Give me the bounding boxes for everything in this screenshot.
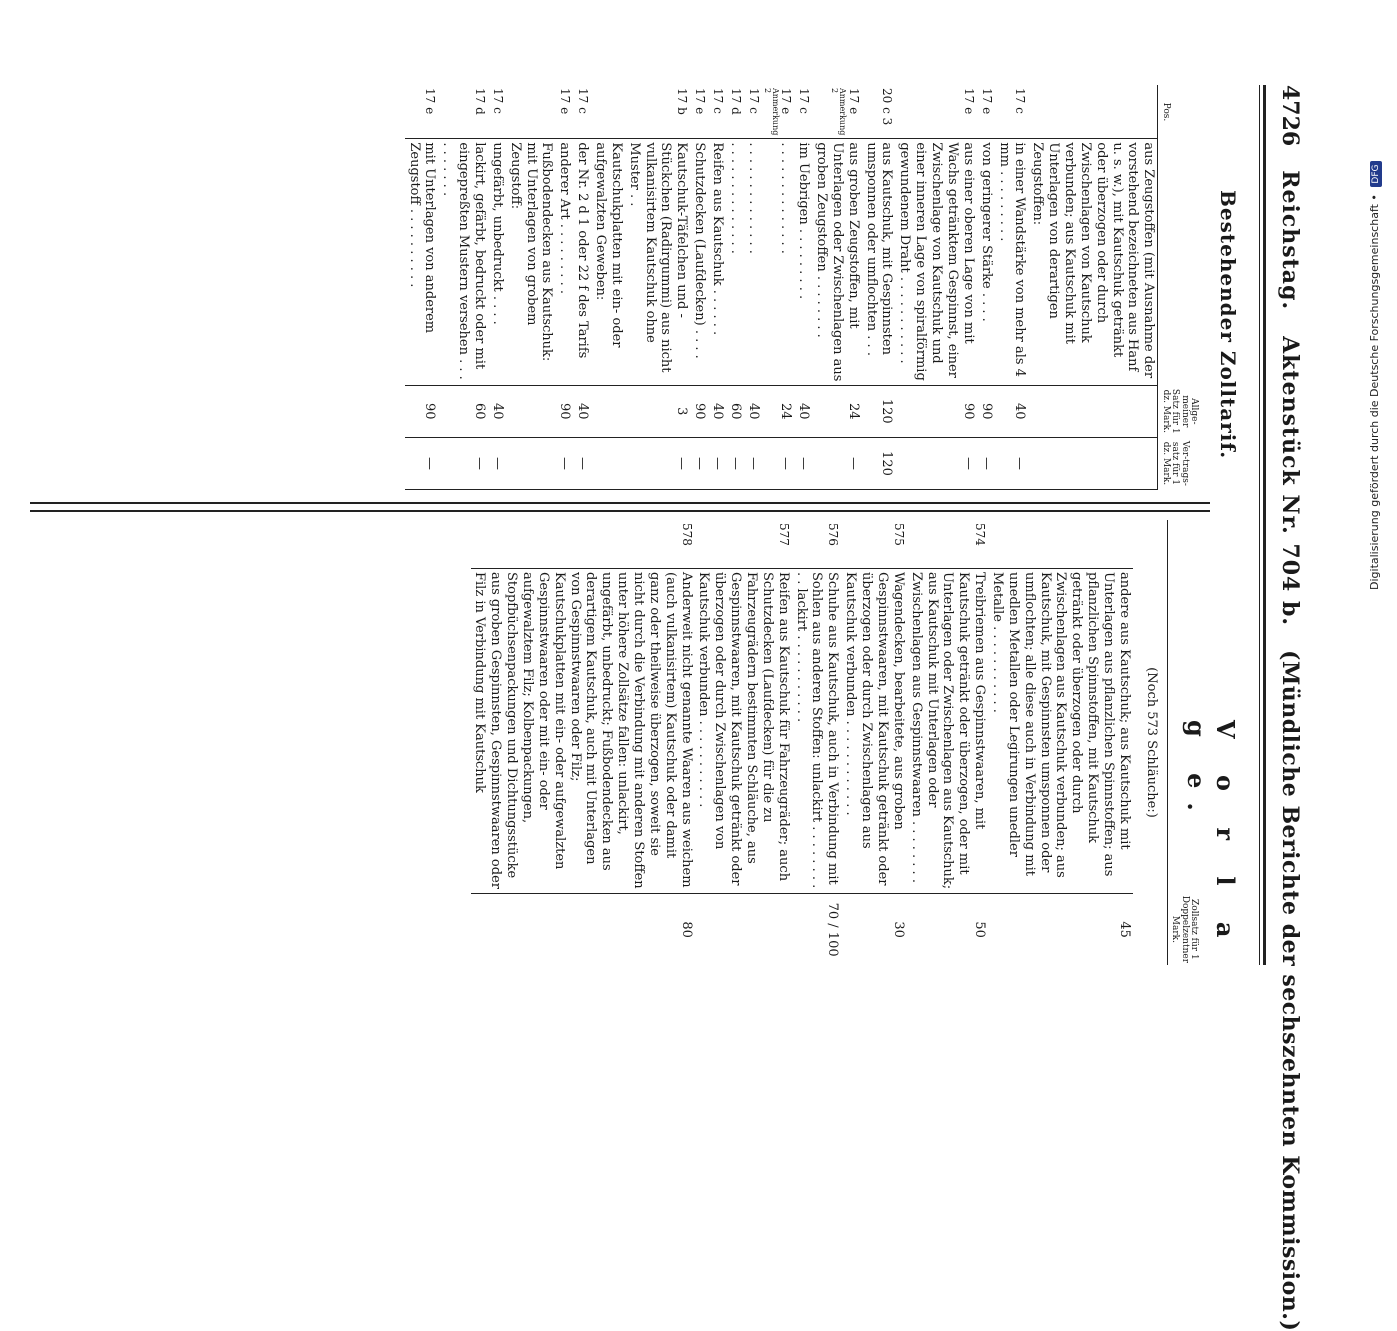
treaty-rate: — (405, 437, 439, 489)
header-rule (1263, 85, 1266, 965)
proposal-rate: 30 (890, 921, 906, 938)
proposal-row (907, 520, 988, 965)
tariff-position (690, 85, 708, 139)
proposal-description: andere aus Kautschuk; aus Kautschuk mit Unterlagen aus pflanzlichen Spinnstoffen; aus pflanzlichen Spinnstoffen, mit Kautschuk getränkt oder überzogen oder durch Zwischenlagen aus Kautschuk verbunden; aus Kautschuk, mit Gespinnsten umsponnen oder umflochten; alle diese auch in Verbindung mit unedlen Metallen oder Legirungen unedler Metalle . . . . . . . . . . . (988, 569, 1133, 894)
treaty-rate (506, 437, 556, 489)
position-number: 17 c (797, 88, 812, 114)
treaty-rate: — (812, 437, 862, 489)
general-rate: 40 (794, 385, 812, 437)
general-rate: 24 (762, 385, 795, 437)
continuation-note: (Noch 573 Schläuche:) (1143, 667, 1159, 818)
general-rate: 40 (573, 385, 591, 437)
existing-tariff-table (405, 85, 1200, 490)
tariff-row (1028, 85, 1157, 490)
tariff-row (862, 85, 896, 490)
proposal-row (988, 520, 1133, 965)
tariff-description: mit Unterlagen von anderem Zeugstoff . . . . . . . . . . (405, 139, 439, 385)
proposal-number: 576 (826, 523, 841, 546)
proposal-number (988, 520, 1133, 569)
position-number: 17 e (979, 88, 994, 115)
general-rate: 60 (726, 385, 744, 437)
tariff-row (506, 85, 556, 490)
proposal-number: 575 (891, 523, 906, 546)
tariff-description: Schutzdecken (Laufdecken) . . . . (690, 139, 708, 385)
col-text-header-right (1167, 569, 1200, 894)
tariff-row (762, 85, 795, 490)
tariff-description: aus groben Zeugstoffen, mit Unterlagen oder Zwischenlagen aus groben Zeugstoffen . . . . . . . . (812, 139, 862, 385)
tariff-row (977, 85, 995, 490)
col-general-header: Allge-meiner Satz für 1 dz. Mark. (1158, 385, 1200, 437)
tariff-row (488, 85, 506, 490)
treaty-rate: — (573, 437, 591, 489)
tariff-position (726, 85, 744, 139)
tariff-row (812, 85, 862, 490)
treaty-rate: — (690, 437, 708, 489)
position-number: 17 e (779, 88, 794, 115)
general-rate: 40 (744, 385, 762, 437)
tariff-description: ungefärbt, unbedruckt . . . . (488, 139, 506, 385)
tariff-description: anderer Art . . . . . . . . . (555, 139, 573, 385)
proposal-rate: 50 (972, 921, 988, 938)
proposal-rate (695, 894, 792, 965)
general-rate (1028, 385, 1157, 437)
proposal-row (471, 520, 695, 965)
document-page (30, 0, 1330, 1331)
general-rate: 3 (625, 385, 690, 437)
tariff-row (591, 85, 625, 490)
header-rule-thin (1259, 85, 1260, 965)
tariff-row (794, 85, 812, 490)
position-number: 17 d (728, 88, 743, 115)
proposal-rate: 45 (1116, 921, 1132, 938)
proposal-rate: 70 / 100 (825, 902, 841, 957)
general-rate: 90 (555, 385, 573, 437)
tariff-position (744, 85, 762, 139)
dfg-logo-icon: DFG (1370, 161, 1382, 186)
tariff-description: aus Zeugstoffen (mit Ausnahme der vorstehend bezeichneten aus Hanf u. s. w.), mit Kautschuk getränkt oder überzogen oder durch Zwischenlagen von Kautschuk verbunden; aus Kautschuk mit Unterlagen von derartigen Zeugstoffen: (1028, 139, 1157, 385)
proposal-description: Reifen aus Kautschuk für Fahrzeugräder; auch Schutzdecken (Laufdecken) für die zu Fahrzeugrädern bestimmten Schläuche, aus Gespinnstwaaren, mit Kautschuk getränkt oder überzogen oder durch Zwischenlagen von Kautschuk verbunden . . . . . . . . . . . (695, 569, 792, 894)
col-text-header (1158, 139, 1200, 385)
tariff-row (726, 85, 744, 490)
proposal-rate: 80 (678, 921, 694, 938)
col-nr-header (1167, 520, 1200, 569)
tariff-position (555, 85, 573, 139)
general-rate: 60 (438, 385, 488, 437)
tariff-position (625, 85, 690, 139)
position-number: 17 e (423, 88, 438, 115)
position-number: 17 b (675, 88, 690, 115)
treaty-rate: — (438, 437, 488, 489)
position-number: 17 e (846, 88, 861, 115)
tariff-row (744, 85, 762, 490)
right-column-title: V o r l a g e. (1182, 720, 1240, 952)
general-rate: 40 (488, 385, 506, 437)
treaty-rate: — (555, 437, 573, 489)
tariff-description: Reifen aus Kautschuk . . . . . . (708, 139, 726, 385)
tariff-position (438, 85, 488, 139)
position-annotation: Anmerkung 2 (762, 88, 780, 136)
general-rate (506, 385, 556, 437)
tariff-position (1028, 85, 1157, 139)
position-number: 17 c (576, 88, 591, 114)
position-number: 17 e (693, 88, 708, 115)
treaty-rate: 120 (862, 437, 896, 489)
proposal-description: Treibriemen aus Gespinnstwaaren, mit Kautschuk getränkt oder überzogen, oder mit Unterlagen oder Zwischenlagen aus Kautschuk; aus Kautschuk mit Unterlagen oder Zwischenlagen aus Gespinnstwaaren . . . . . . . . (907, 569, 988, 894)
treaty-rate: — (488, 437, 506, 489)
treaty-rate: — (977, 437, 995, 489)
position-number: 17 c (490, 88, 505, 114)
tariff-description: von geringerer Stärke . . . . (977, 139, 995, 385)
credit-text: Digitalisierung gefördert durch die Deutsche Forschungsgemeinschaft • (1368, 194, 1381, 590)
tariff-description: aus Kautschuk, mit Gespinnsten umsponnen oder umflochten . . . (862, 139, 896, 385)
col-zoll-header: Zollsatz für 1 Doppelzentner Mark. (1167, 894, 1200, 965)
proposal-row (792, 520, 842, 965)
page-number: 4726 (1277, 85, 1303, 147)
tariff-position (488, 85, 506, 139)
treaty-rate: — (625, 437, 690, 489)
tariff-position (506, 85, 556, 139)
treaty-rate: — (708, 437, 726, 489)
tariff-row (708, 85, 726, 490)
tariff-description: . . . . . . . . . . . . . . (762, 139, 795, 385)
general-rate: 90 (977, 385, 995, 437)
treaty-rate: — (995, 437, 1029, 489)
proposal-description: Anderweit nicht genannte Waaren aus weichem (auch vulkanisirtem) Kautschuk oder damit ganz oder theilweise überzogen, soweit sie nicht durch die Verbindung mit anderen Stoffen unter höhere Zollsätze fallen: unlackirt, ungefärbt, unbedruckt; Fußbodendecken aus derartigem Kautschuk, auch mit Unterlagen von Gespinnstwaaren oder Filz; Kautschukplatten mit ein- oder aufgewalzten Gespinnstwaaren oder mit ein- oder aufgewalztem Filz; Kolbenpackungen, Stopfbüchsenpackungen und Dichtungsstücke aus groben Gespinnsten, Gespinnstwaaren oder Filz in Verbindung mit Kautschuk (471, 569, 695, 894)
treaty-rate (1028, 437, 1157, 489)
tariff-description: der Nr. 2 d 1 oder 22 f des Tarifs (573, 139, 591, 385)
proposal-description: Schuhe aus Kautschuk, auch in Verbindung mit Sohlen aus anderen Stoffen: unlackirt . . . . . . . . . . lackirt . . . . . . . . . . . (792, 569, 842, 894)
tariff-position (862, 85, 896, 139)
tariff-description: . . . . . . . . . . . . . . (726, 139, 744, 385)
general-rate: 40 (995, 385, 1029, 437)
tariff-description: aus einer oberen Lage von mit Wachs getränktem Gespinnst, einer Zwischenlage von Kautschuk und einer inneren Lage von spiralförmig gewundenem Draht . . . . . . . . . . . (896, 139, 977, 385)
proposal-number: 577 (776, 523, 791, 546)
position-number: 17 c (711, 88, 725, 114)
tariff-description: Fußbodendecken aus Kautschuk: mit Unterlagen von grobem Zeugstoff: (506, 139, 556, 385)
tariff-description: in einer Wandstärke von mehr als 4 mm . . . . . . . . . (995, 139, 1029, 385)
tariff-position (573, 85, 591, 139)
treaty-rate: — (896, 437, 977, 489)
tariff-row (690, 85, 708, 490)
position-number: 17 c (1013, 88, 1028, 114)
proposal-table (471, 520, 1200, 965)
general-rate: 120 (862, 385, 896, 437)
tariff-row (896, 85, 977, 490)
tariff-position (812, 85, 862, 139)
tariff-row (438, 85, 488, 490)
tariff-description: Kautschuk-Täfelchen und -Stückchen (Radirgummi) aus nicht vulkanisirtem Kautschuk ohne Muster . . (625, 139, 690, 385)
tariff-position (896, 85, 977, 139)
tariff-row (555, 85, 573, 490)
general-rate: 24 (812, 385, 862, 437)
general-rate (591, 385, 625, 437)
tariff-description: . . . . . . . . . . . . . . (744, 139, 762, 385)
general-rate: 90 (896, 385, 977, 437)
general-rate: 90 (405, 385, 439, 437)
treaty-rate (591, 437, 625, 489)
document-number: Aktenstück Nr. 704 b. (1277, 336, 1303, 627)
tariff-description: lackirt, gefärbt, bedruckt oder mit eingepreßten Mustern versehen . . . . . . . . . . (438, 139, 488, 385)
tariff-row (995, 85, 1029, 490)
treaty-rate: — (744, 437, 762, 489)
position-number: 17 c (746, 88, 761, 114)
proposal-row (695, 520, 792, 965)
general-rate: 90 (690, 385, 708, 437)
treaty-rate: — (762, 437, 795, 489)
position-number: 17 e (961, 88, 976, 115)
tariff-description: im Uebrigen . . . . . . . . . (794, 139, 812, 385)
tariff-position (977, 85, 995, 139)
digitization-credit (1368, 164, 1382, 590)
position-number: 17 d (472, 88, 487, 115)
tariff-row (405, 85, 439, 490)
left-column-title: Bestehender Zolltarif. (1216, 190, 1240, 460)
tariff-position (762, 85, 795, 139)
position-number: 17 e (558, 88, 573, 115)
tariff-row (625, 85, 690, 490)
tariff-row (573, 85, 591, 490)
header-note: (Mündliche Berichte der sechszehnten Kommission.) (1277, 650, 1303, 1331)
column-divider (30, 502, 1210, 512)
page-header (1270, 85, 1310, 1331)
proposal-number: 574 (973, 523, 988, 546)
col-treaty-header: Ver-trags-satz für 1 dz. Mark. (1158, 437, 1200, 489)
treaty-rate: — (726, 437, 744, 489)
position-annotation: Anmerkung 2 (830, 88, 848, 136)
position-number: 20 c 3 (880, 88, 895, 126)
tariff-position (794, 85, 812, 139)
col-pos-header: Pos. (1158, 85, 1200, 139)
proposal-number: 578 (679, 523, 694, 546)
tariff-position (708, 85, 726, 139)
proposal-row (841, 520, 906, 965)
proposal-description: Wagendecken, bearbeitete, aus groben Gespinnstwaaren, mit Kautschuk getränkt oder überzogen oder durch Zwischenlagen aus Kautschuk verbunden . . . . . . . . . . . . (841, 569, 906, 894)
general-rate: 40 (708, 385, 726, 437)
tariff-position (591, 85, 625, 139)
treaty-rate: — (794, 437, 812, 489)
session-title: Reichstag. (1277, 170, 1303, 311)
tariff-description: Kautschukplatten mit ein- oder aufgewalzten Geweben: (591, 139, 625, 385)
tariff-position (995, 85, 1029, 139)
tariff-position (405, 85, 439, 139)
